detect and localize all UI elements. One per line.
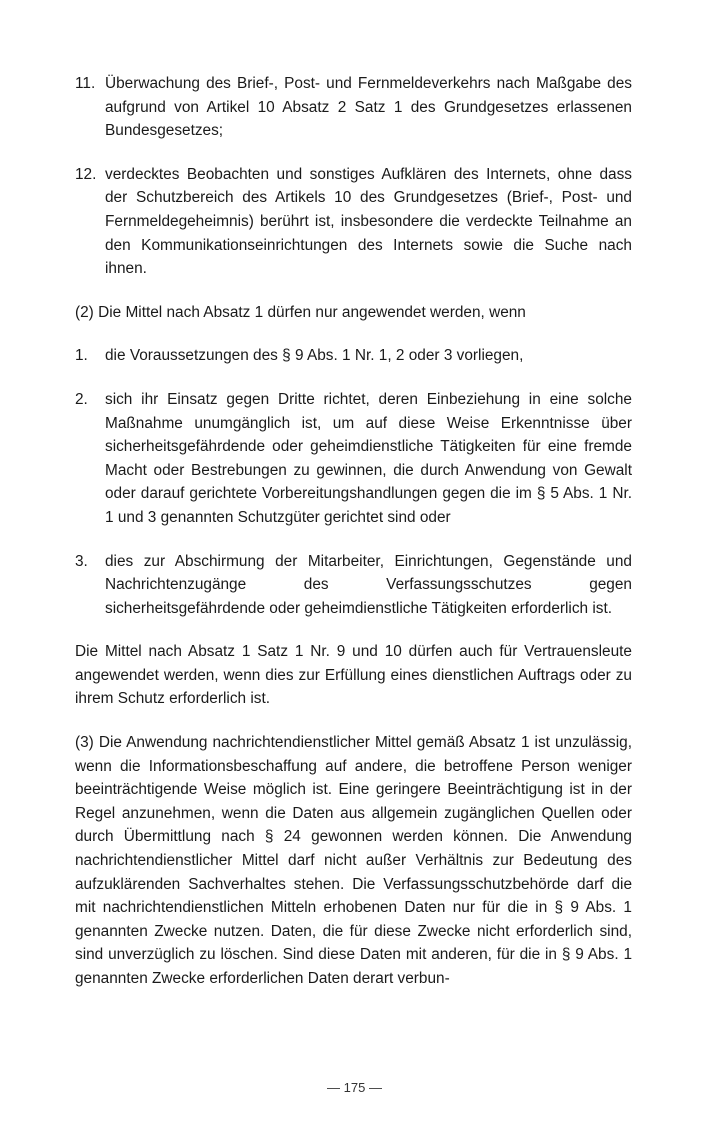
list-number: 11.	[75, 75, 96, 92]
list-item-1	[75, 344, 632, 368]
paragraph-3: (3) Die Anwendung nachrichtendienstlicher Mittel gemäß Absatz 1 ist unzulässig, wenn die Informationsbeschaffung auf andere, die betroffene Person weniger beeinträchtigende Weise möglich ist. Eine geringere Beeinträchtigung ist in der Regel anzunehmen, wenn die Daten aus allgemein zugänglichen Quellen oder durch Übermittlung nach § 24 gewonnen werden können. Die Anwendung nachrichtendienstlicher Mittel darf nicht außer Verhältnis zur Bedeutung des aufzuklärenden Sachverhaltes stehen. Die Verfassungsschutzbehörde darf die mit nachrichtendienstlichen Mitteln erhobenen Daten nur für die in § 9 Abs. 1 genannten Zwecke nutzen. Daten, die für diese Zwecke nicht erforderlich sind, sind unverzüglich zu löschen. Sind diese Daten mit anderen, für die in § 9 Abs. 1 genannten Zwecke erforderlichen Daten derart verbun-	[75, 734, 632, 987]
paragraph-vertrauensleute: Die Mittel nach Absatz 1 Satz 1 Nr. 9 und 10 dürfen auch für Vertrauensleute angewendet werden, wenn dies zur Erfüllung eines dienstlichen Auftrags oder zu ihrem Schutz erforderlich ist.	[75, 643, 632, 708]
list-number: 2.	[75, 390, 88, 408]
paragraph-2-intro: (2) Die Mittel nach Absatz 1 dürfen nur angewendet werden, wenn	[75, 303, 526, 321]
page-body	[75, 72, 632, 991]
list-item-2	[75, 388, 632, 530]
list-number: 3.	[75, 552, 88, 570]
list-text: verdecktes Beobachten und sonstiges Aufklären des Internets, ohne dass der Schutzbereich des Artikels 10 des Grundgesetzes (Brief-, Post- und Fernmeldegeheimnis) berührt ist, insbesondere die verdeckte Teilnahme an den Kommunikationseinrichtungen des Internets sowie die Suche nach ihnen.	[105, 165, 632, 278]
list-text: dies zur Abschirmung der Mitarbeiter, Einrichtungen, Gegenstände und Nachrichtenzugänge des Verfassungsschutzes gegen sicherheitsgefährdende oder geheimdienstliche Tätigkeiten erforderlich ist.	[105, 552, 632, 617]
list-number: 1.	[75, 347, 88, 365]
page-number: — 175 —	[327, 1080, 382, 1095]
list-item-12	[75, 163, 632, 281]
list-item-3	[75, 550, 632, 621]
list-item-11	[75, 72, 632, 143]
list-text: die Voraussetzungen des § 9 Abs. 1 Nr. 1, 2 oder 3 vorliegen,	[105, 347, 524, 365]
list-text: Überwachung des Brief-, Post- und Fernmeldeverkehrs nach Maßgabe des aufgrund von Artikel 10 Absatz 2 Satz 1 des Grundgesetzes erlassenen Bundesgesetzes;	[105, 75, 632, 140]
list-number: 12.	[75, 165, 97, 183]
list-text: sich ihr Einsatz gegen Dritte richtet, deren Einbeziehung in eine solche Maßnahme unumgänglich ist, um auf diese Weise Erkenntnisse über sicherheitsgefährdende oder geheimdienstliche Tätigkeiten für eine fremde Macht oder Bestrebungen zu gewinnen, die durch Anwendung von Gewalt oder darauf gerichtete Vorbereitungshandlungen gegen die im § 5 Abs. 1 Nr. 1 und 3 genannten Schutzgüter gerichtet sind oder	[105, 390, 632, 526]
